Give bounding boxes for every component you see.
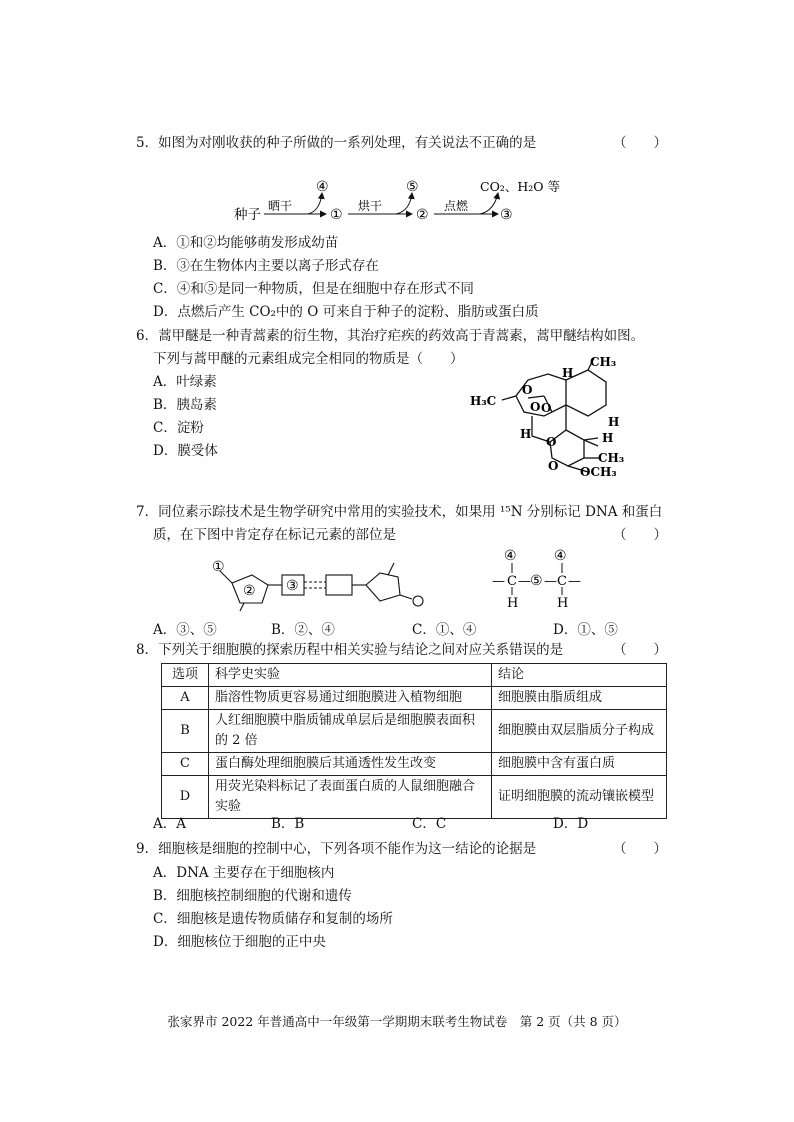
q6-label-h-left: H xyxy=(520,427,532,441)
q6-label-ch3-top: CH₃ xyxy=(590,355,617,369)
q5-seed-label: 种子 xyxy=(234,207,261,223)
table-cell-conclusion: 细胞膜由脂质组成 xyxy=(492,687,667,710)
table-cell-experiment: 用荧光染料标记了表面蛋白质的人鼠细胞融合实验 xyxy=(209,776,492,819)
q6-label-o3: O xyxy=(541,401,552,415)
table-row xyxy=(162,687,667,710)
q6-label-o4: O xyxy=(546,435,557,449)
q5-label-1: ① xyxy=(330,207,343,223)
q6-stem-line1: 6．蒿甲醚是一种青蒿素的衍生物，其治疗疟疾的药效高于青蒿素，蒿甲醚结构如图。 xyxy=(136,328,645,344)
q6-label-h3c: H₃C xyxy=(470,394,497,408)
q5-label-2: ② xyxy=(416,207,429,223)
q7-dash-right: — xyxy=(568,574,581,589)
q5-label-4: ④ xyxy=(316,179,329,195)
q5-step2-label: 烘干 xyxy=(358,199,383,213)
q6-artemether-structure xyxy=(466,350,636,480)
q7-label-2: ② xyxy=(243,583,256,599)
q8-option-c: C．C xyxy=(412,816,447,832)
q7-stem-line2: 质，在下图中肯定存在标记元素的部位是 xyxy=(153,527,396,543)
q7-dash-mid2: — xyxy=(544,574,557,589)
q9-answer-paren: （ ） xyxy=(613,841,667,857)
table-cell-experiment: 人红细胞膜中脂质铺成单层后是细胞膜表面积的 2 倍 xyxy=(209,710,492,753)
q6-stem-line2: 下列与蒿甲醚的元素组成完全相同的物质是（ ） xyxy=(153,351,464,367)
q8-option-b: B．B xyxy=(271,816,305,832)
q5-process-diagram xyxy=(228,175,578,227)
q5-step1-label: 晒干 xyxy=(268,199,293,213)
q5-stem: 5．如图为对刚收获的种子所做的一系列处理，有关说法不正确的是 xyxy=(136,135,537,151)
q7-option-c: C．①、④ xyxy=(412,622,477,638)
table-cell-option: C xyxy=(162,753,209,776)
q5-option-c: C．④和⑤是同一种物质，但是在细胞中存在形式不同 xyxy=(153,281,474,297)
table-cell-option: D xyxy=(162,776,209,819)
q8-option-d: D．D xyxy=(553,816,589,832)
q8-answer-paren: （ ） xyxy=(613,642,667,658)
q6-option-d: D．膜受体 xyxy=(153,443,218,459)
q9-option-a: A．DNA 主要存在于细胞核内 xyxy=(153,865,335,881)
q7-label-5: ⑤ xyxy=(530,573,543,589)
q6-label-och3: OCH₃ xyxy=(580,465,617,479)
q5-option-a: A．①和②均能够萌发形成幼苗 xyxy=(153,235,339,251)
page-footer: 张家界市 2022 年普通高中一年级第一学期期末联考生物试卷 第 2 页（共 8 页） xyxy=(167,1014,627,1029)
table-header-option: 选项 xyxy=(162,664,209,687)
q5-label-5: ⑤ xyxy=(406,179,419,195)
q8-option-a: A．A xyxy=(153,816,186,832)
q6-option-a: A．叶绿素 xyxy=(153,374,217,390)
table-row xyxy=(162,753,667,776)
q8-table xyxy=(161,663,667,819)
table-cell-conclusion: 细胞膜由双层脂质分子构成 xyxy=(492,710,667,753)
q7-hydrogen-2: H xyxy=(557,596,569,611)
q7-answer-paren: （ ） xyxy=(613,527,667,543)
q5-label-3: ③ xyxy=(500,207,513,223)
table-header-experiment: 科学史实验 xyxy=(209,664,492,687)
table-header-conclusion: 结论 xyxy=(492,664,667,687)
table-cell-conclusion: 证明细胞膜的流动镶嵌模型 xyxy=(492,776,667,819)
q7-hydrogen-1: H xyxy=(507,596,519,611)
q7-dash-left: — xyxy=(492,574,505,589)
q6-option-c: C．淀粉 xyxy=(153,420,204,436)
q7-label-3: ③ xyxy=(286,578,299,594)
q7-nucleotide-diagram xyxy=(208,555,434,615)
q6-label-h-right1: H xyxy=(608,415,620,429)
q7-peptide-diagram xyxy=(490,545,600,617)
q7-carbon-2: C xyxy=(557,574,567,589)
q6-label-h-top: H xyxy=(562,366,574,380)
table-row xyxy=(162,710,667,753)
q5-products-label: CO₂、H₂O 等 xyxy=(480,179,560,194)
table-header-row xyxy=(162,664,667,687)
q7-label-4b: ④ xyxy=(554,548,567,564)
q5-option-b: B．③在生物体内主要以离子形式存在 xyxy=(153,258,379,274)
table-cell-option: B xyxy=(162,710,209,753)
q7-option-a: A．③、⑤ xyxy=(153,622,217,638)
q6-label-h-right2: H xyxy=(602,431,614,445)
q6-label-o5: O xyxy=(548,459,559,473)
q6-label-ch3-bottom: CH₃ xyxy=(598,451,625,465)
q7-dash-mid1: — xyxy=(518,574,531,589)
q7-carbon-1: C xyxy=(507,574,517,589)
q7-label-4a: ④ xyxy=(504,548,517,564)
table-cell-option: A xyxy=(162,687,209,710)
q6-label-o1: O xyxy=(522,383,533,397)
table-cell-conclusion: 细胞膜中含有蛋白质 xyxy=(492,753,667,776)
q5-option-d: D．点燃后产生 CO₂中的 O 可来自于种子的淀粉、脂肪或蛋白质 xyxy=(153,304,539,320)
q9-stem: 9．细胞核是细胞的控制中心，下列各项不能作为这一结论的论据是 xyxy=(136,841,537,857)
q9-option-b: B．细胞核控制细胞的代谢和遗传 xyxy=(153,888,352,904)
q9-option-c: C．细胞核是遗传物质储存和复制的场所 xyxy=(153,911,393,927)
table-cell-experiment: 脂溶性物质更容易通过细胞膜进入植物细胞 xyxy=(209,687,492,710)
q9-option-d: D．细胞核位于细胞的正中央 xyxy=(153,934,326,950)
q6-label-o2: O xyxy=(530,400,541,414)
q7-option-b: B．②、④ xyxy=(271,622,335,638)
q7-label-1: ① xyxy=(212,559,225,575)
q7-option-d: D．①、⑤ xyxy=(553,622,618,638)
q5-answer-paren: （ ） xyxy=(613,135,667,151)
q6-option-b: B．胰岛素 xyxy=(153,397,217,413)
q8-stem: 8．下列关于细胞膜的探索历程中相关实验与结论之间对应关系错误的是 xyxy=(136,642,564,658)
q7-stem-line1: 7．同位素示踪技术是生物学研究中常用的实验技术，如果用 ¹⁵N 分别标记 DNA 和蛋白 xyxy=(136,504,663,520)
table-cell-experiment: 蛋白酶处理细胞膜后其通透性发生改变 xyxy=(209,753,492,776)
q5-step3-label: 点燃 xyxy=(444,199,469,213)
